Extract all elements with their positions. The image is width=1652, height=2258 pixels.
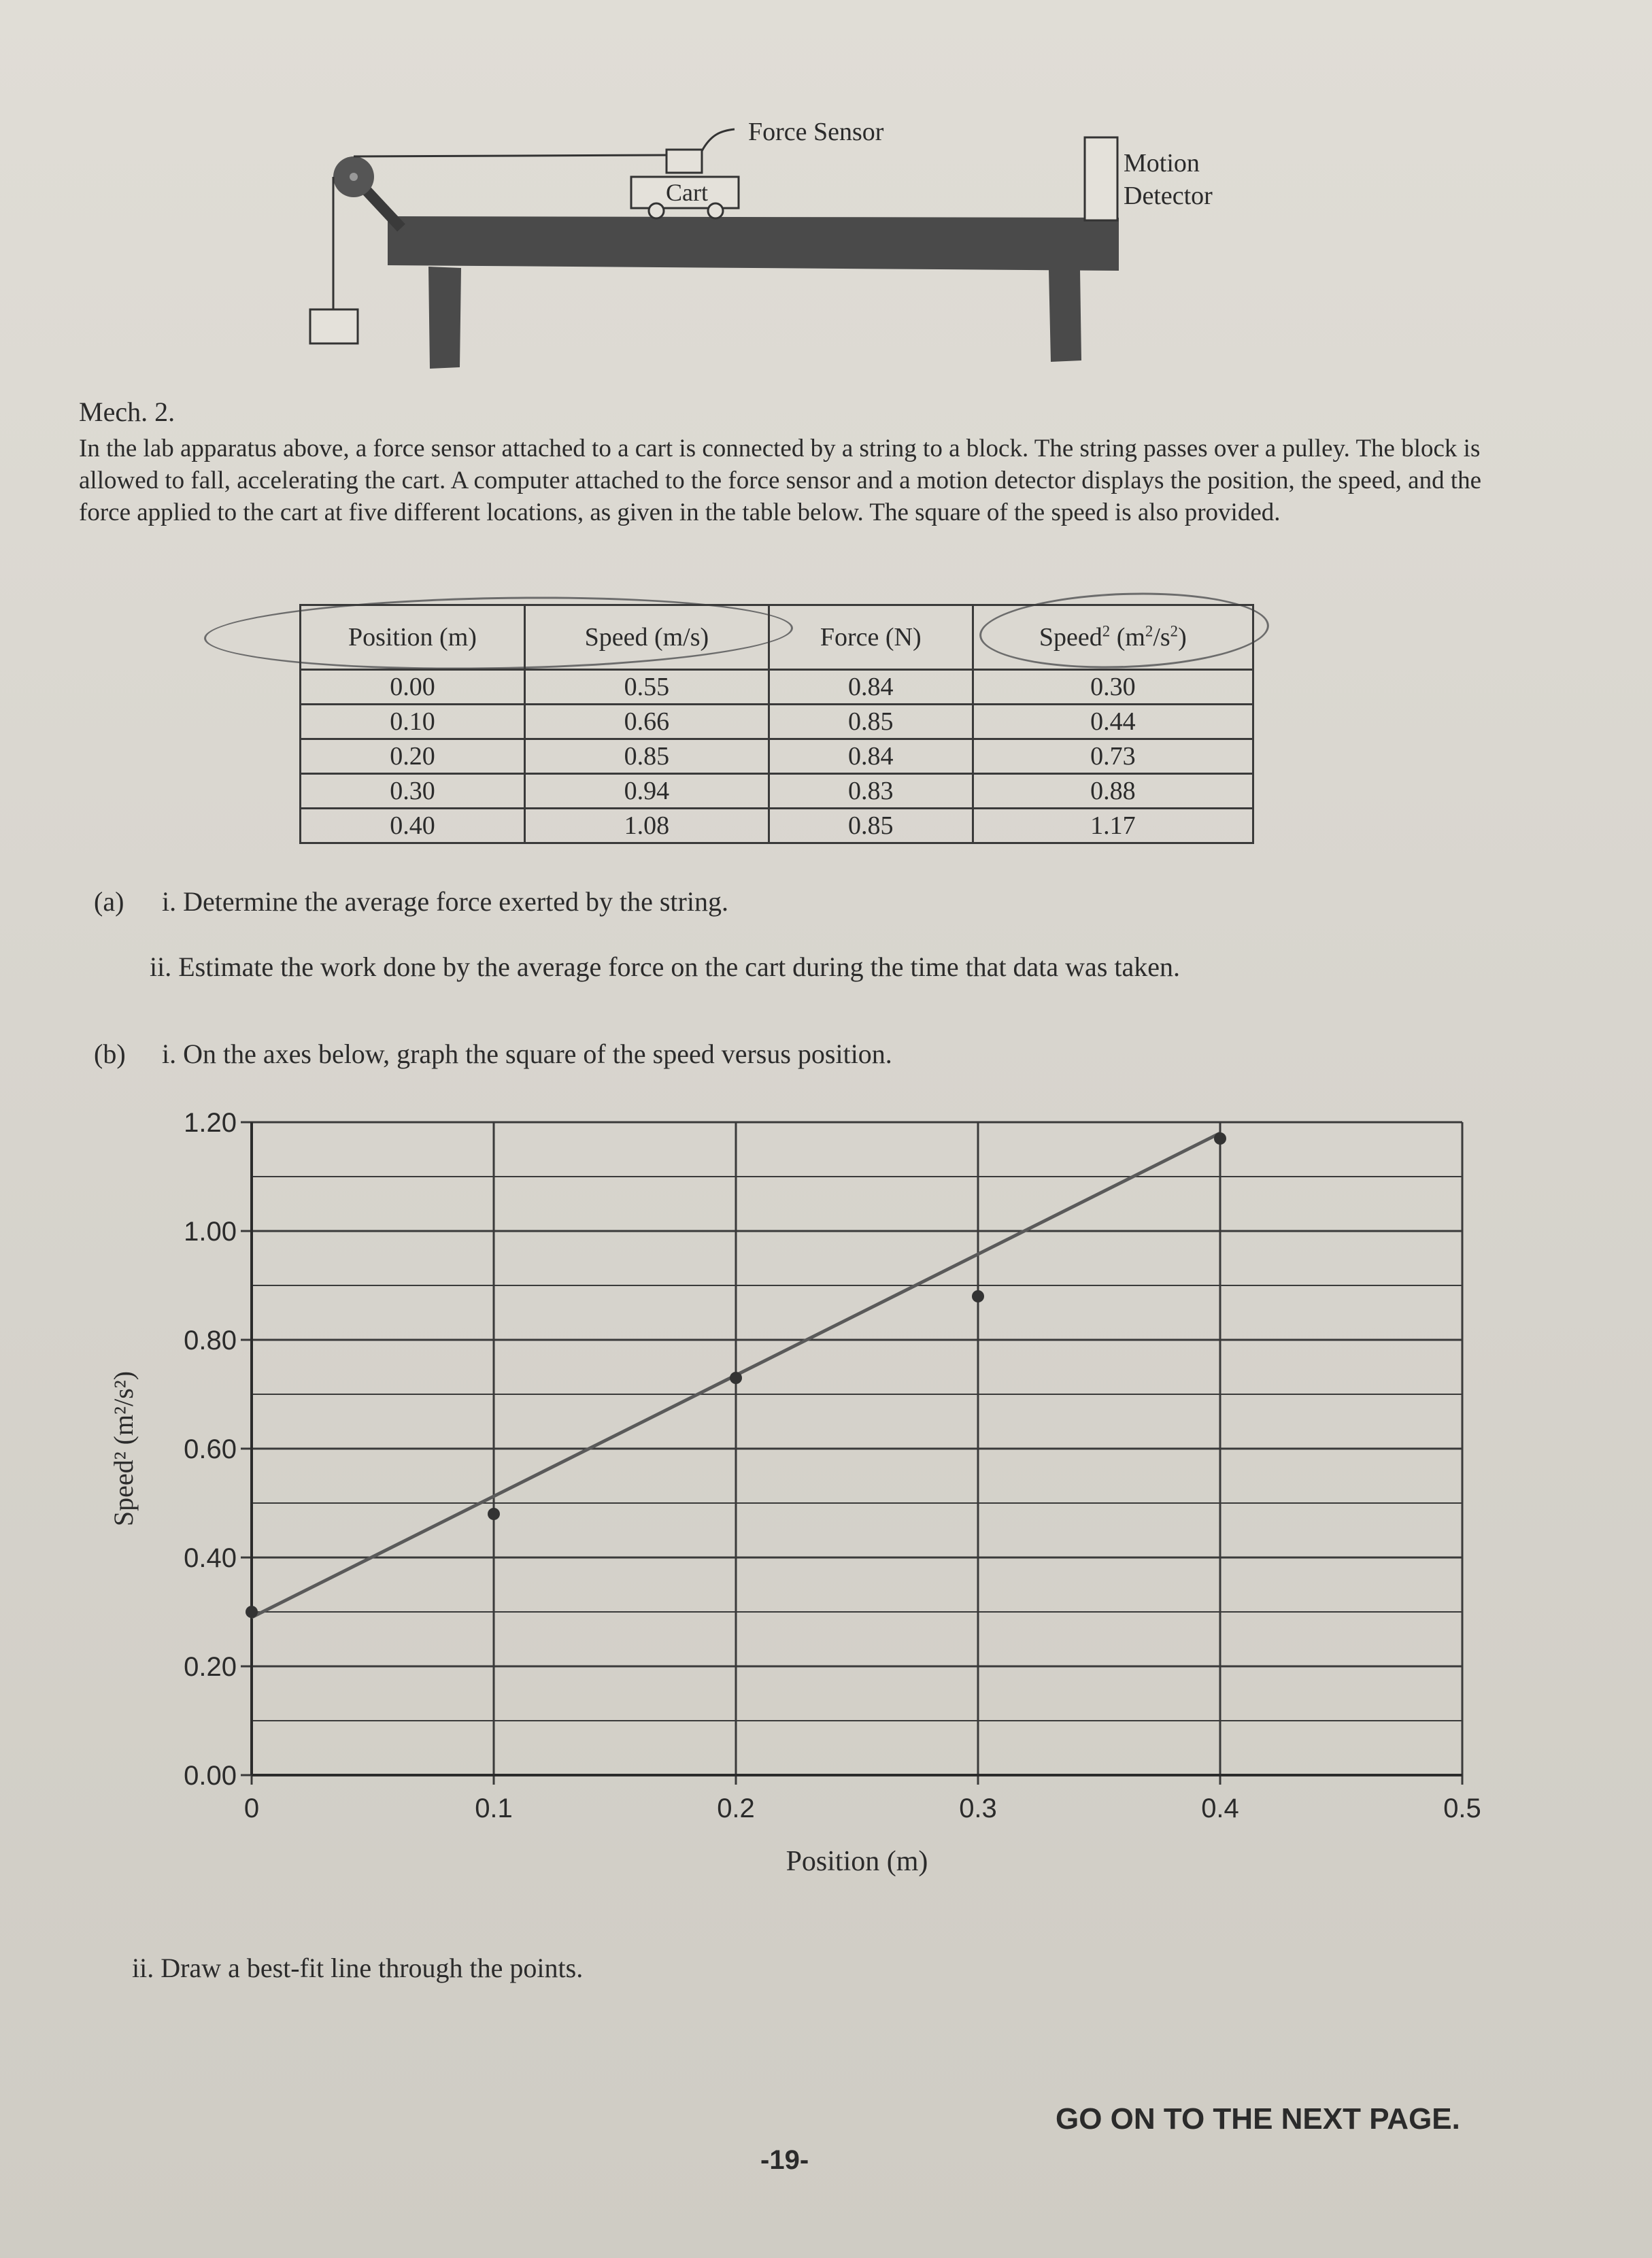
table-cell: 0.40 (301, 809, 525, 843)
table-cell: 1.08 (524, 809, 769, 843)
question-b-ii: ii. Draw a best-fit line through the points. (132, 1953, 584, 1983)
force-sensor-label: Force Sensor (748, 118, 884, 146)
page-number: -19- (760, 2145, 809, 2175)
hanging-block (310, 309, 358, 343)
table-cell: 0.44 (973, 705, 1253, 739)
question-b-label: (b) (94, 1039, 126, 1069)
table-cell: 0.85 (769, 809, 973, 843)
x-tick-label: 0.1 (475, 1793, 513, 1823)
table-cell: 1.17 (973, 809, 1253, 843)
table-row (301, 739, 1253, 774)
x-tick-label: 0.4 (1201, 1793, 1239, 1823)
table-cell: 0.20 (301, 739, 525, 774)
table-cell: 0.66 (524, 705, 769, 739)
cart-wheel-right (708, 203, 723, 218)
table-row (301, 670, 1253, 705)
table-cell: 0.83 (769, 774, 973, 809)
track (388, 216, 1119, 271)
y-tick-label: 0.20 (184, 1652, 237, 1682)
cart-wheel-left (649, 203, 664, 218)
header-force: Force (N) (769, 605, 973, 670)
motion-detector-label-2: Detector (1124, 182, 1213, 210)
table-cell: 0.73 (973, 739, 1253, 774)
x-tick-label: 0.3 (959, 1793, 997, 1823)
header-speed-squared-text: Speed$^2$ $(m^2/s^2)$ (1039, 622, 1187, 652)
y-tick-label: 1.20 (184, 1108, 237, 1138)
data-point (972, 1290, 984, 1302)
x-axis-label: Position (m) (786, 1846, 928, 1877)
question-a-ii: ii. Estimate the work done by the average force on the cart during the time that data was taken. (150, 951, 1180, 982)
table-cell: 0.30 (973, 670, 1253, 705)
x-tick-label: 0 (243, 1793, 260, 1823)
x-tick-label: 0.2 (717, 1793, 755, 1823)
table-cell: 0.84 (769, 670, 973, 705)
table-cell: 0.30 (301, 774, 525, 809)
problem-intro: In the lab apparatus above, a force sensor attached to a cart is connected by a string to a block. The string passes over a pulley. The block is allowed to fall, accelerating the cart. A computer attached to the force sensor and a motion detector displays the position, the speed, and the force applied to the cart at five different locations, as given in the table below. The square of the speed is also provided. (79, 435, 1482, 526)
table-cell: 0.94 (524, 774, 769, 809)
question-a-i: i. Determine the average force exerted by the string. (162, 886, 728, 917)
y-tick-label: 1.00 (184, 1217, 237, 1247)
data-point (488, 1508, 500, 1520)
table-cell: 0.00 (301, 670, 525, 705)
y-tick-label: 0.40 (184, 1543, 237, 1573)
data-point (1214, 1132, 1226, 1145)
go-on-next-page: GO ON TO THE NEXT PAGE. (1056, 2102, 1460, 2136)
table-cell: 0.85 (769, 705, 973, 739)
cart-label: Cart (666, 179, 708, 206)
table-cell: 0.84 (769, 739, 973, 774)
x-tick-label: 0.5 (1443, 1793, 1481, 1823)
motion-detector-label-1: Motion (1124, 149, 1200, 178)
force-sensor-leader (702, 129, 735, 151)
motion-detector (1085, 137, 1117, 220)
table-cell: 0.88 (973, 774, 1253, 809)
table-row (301, 809, 1253, 843)
table-row (301, 774, 1253, 809)
table-cell: 0.55 (524, 670, 769, 705)
table-cell: 0.85 (524, 739, 769, 774)
data-table (299, 604, 1254, 844)
table-header-row (301, 605, 1253, 670)
y-tick-label: 0.60 (184, 1434, 237, 1464)
table-cell: 0.10 (301, 705, 525, 739)
table-row (301, 705, 1253, 739)
string-horizontal (354, 155, 670, 156)
question-b-i: i. On the axes below, graph the square of the speed versus position. (162, 1039, 892, 1069)
y-axis-label: Speed² (m²/s²) (108, 1370, 139, 1527)
lab-apparatus-diagram (286, 102, 1279, 374)
y-tick-label: 0.00 (184, 1761, 237, 1791)
track-leg-right (1049, 269, 1081, 362)
track-leg-left (428, 267, 461, 369)
header-speed: Speed (m/s) (524, 605, 769, 670)
force-sensor (667, 150, 702, 173)
y-tick-label: 0.80 (184, 1326, 237, 1355)
question-a-label: (a) (94, 886, 124, 917)
header-position: Position (m) (301, 605, 525, 670)
data-point (730, 1372, 742, 1384)
speed-squared-vs-position-chart (88, 1088, 1530, 1891)
pulley-axle (350, 173, 358, 181)
data-point (246, 1606, 258, 1618)
header-speed-squared (973, 605, 1253, 670)
problem-label: Mech. 2. (79, 397, 175, 427)
